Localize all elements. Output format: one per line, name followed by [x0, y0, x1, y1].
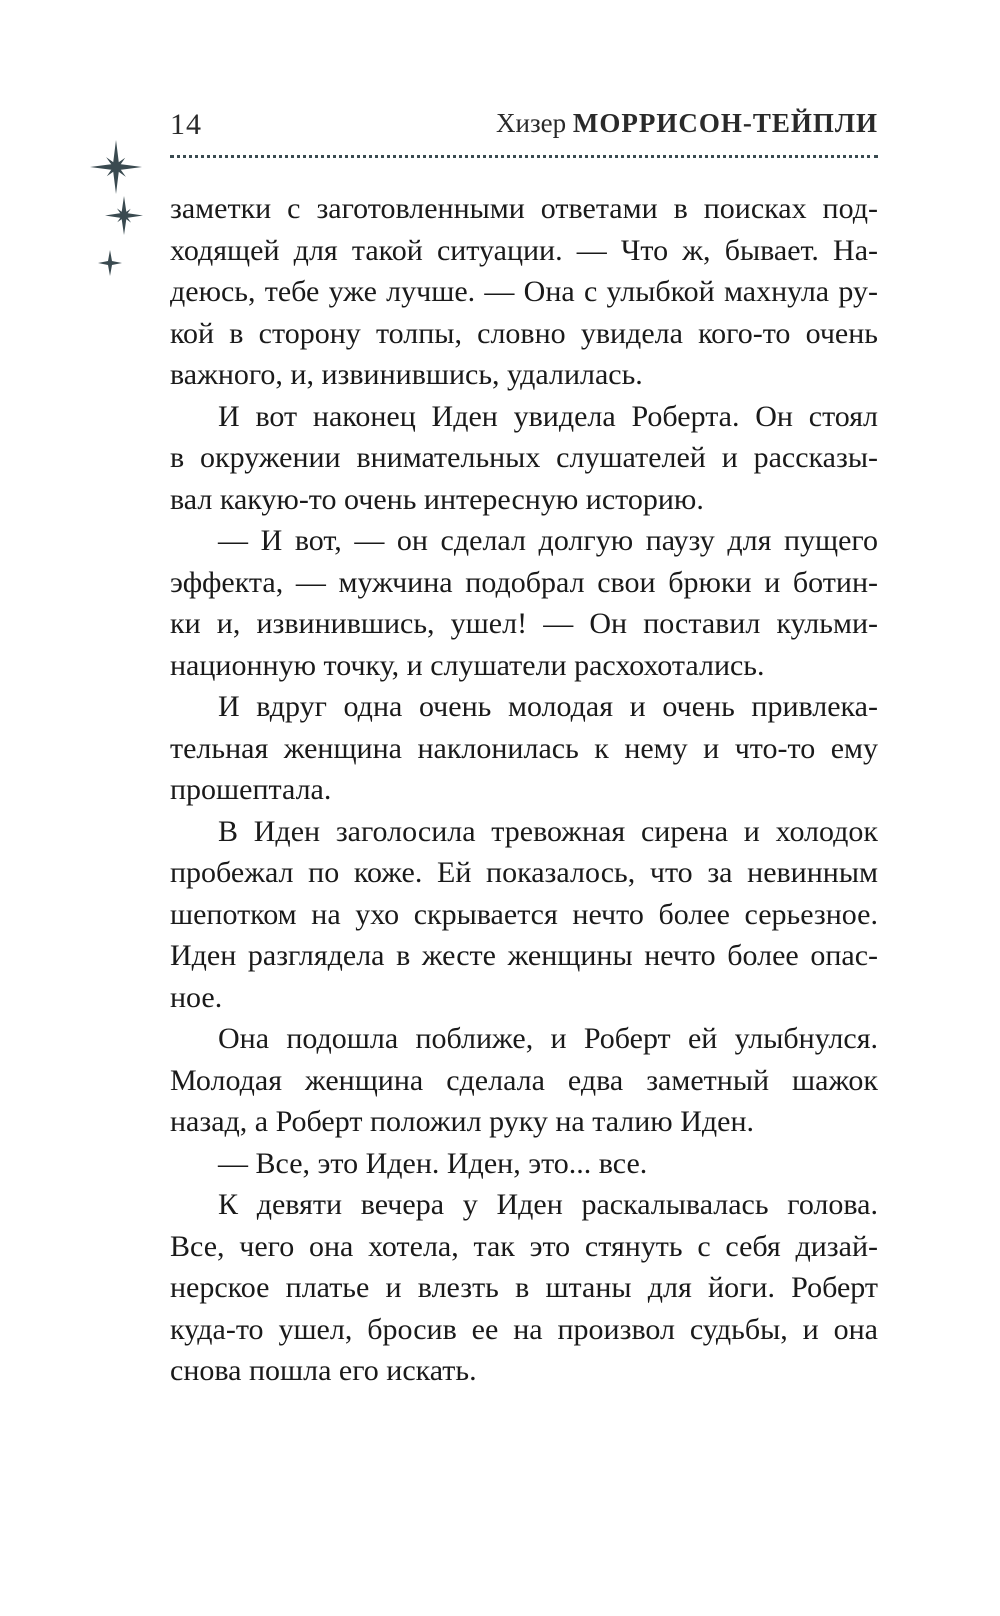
text-line: эффекта, — мужчина подобрал свои брюки и ботин- — [170, 565, 878, 599]
body-text — [170, 188, 878, 1392]
text-line: Молодая женщина сделала едва заметный шажок — [170, 1063, 878, 1097]
text-line: — Все, это Иден. Иден, это... все. — [218, 1146, 648, 1180]
text-line: — И вот, — он сделал долгую паузу для пущего — [218, 524, 878, 557]
text-line: в окружении внимательных слушателей и рассказы- — [170, 441, 878, 474]
text-line: шепотком на ухо скрывается нечто более серьезное. — [170, 897, 878, 931]
text-line: нерское платье и влезть в штаны для йоги. Роберт — [170, 1271, 878, 1304]
text-line: пробежал по коже. Ей показалось, что за невинным — [170, 856, 878, 889]
sparkles-decoration — [86, 140, 166, 290]
sparkle-medium-icon — [105, 196, 143, 235]
text-line: К девяти вечера у Иден раскалывалась голова. — [218, 1188, 878, 1221]
text-line: ки и, извинившись, ушел! — Он поставил кульми- — [170, 607, 878, 640]
sparkle-small-icon — [98, 250, 122, 276]
text-line: Иден разглядела в жесте женщины нечто более опас- — [170, 939, 878, 972]
author-first-name: Хизер — [496, 108, 567, 138]
text-line: вал какую-то очень интересную историю. — [170, 482, 704, 516]
author-last-name: МОРРИСОН-ТЕЙПЛИ — [572, 108, 878, 138]
text-line: Все, чего она хотела, так это стянуть с себя дизай- — [170, 1229, 878, 1263]
text-line: заметки с заготовленными ответами в поисках под- — [170, 192, 878, 225]
text-line: национную точку, и слушатели расхохотались. — [170, 648, 765, 682]
text-line: И вдруг одна очень молодая и очень привлека- — [218, 690, 878, 723]
text-line: тельная женщина наклонилась к нему и что-то ему — [170, 731, 878, 765]
running-head — [496, 108, 878, 139]
text-line: В Иден заголосила тревожная сирена и холодок — [218, 814, 878, 848]
text-line: важного, и, извинившись, удалилась. — [170, 358, 643, 391]
page-number: 14 — [170, 108, 202, 141]
text-line: прошептала. — [170, 773, 332, 806]
text-line: куда-то ушел, бросив ее на произвол судьбы, и она — [170, 1312, 878, 1346]
text-line: ходящей для такой ситуации. — Что ж, бывает. На- — [170, 233, 878, 267]
text-line: ное. — [170, 980, 223, 1014]
text-line: снова пошла его искать. — [170, 1354, 477, 1387]
text-line: деюсь, тебе уже лучше. — Она с улыбкой махнула ру- — [170, 275, 878, 308]
text-line: назад, а Роберт положил руку на талию Иден. — [170, 1105, 755, 1138]
text-line: И вот наконец Иден увидела Роберта. Он стоял — [218, 399, 878, 433]
text-line: Она подошла поближе, и Роберт ей улыбнулся. — [218, 1022, 878, 1055]
dotted-rule — [170, 155, 878, 158]
text-line: кой в сторону толпы, словно увидела кого-то очень — [170, 316, 878, 350]
sparkle-large-icon — [90, 140, 142, 194]
